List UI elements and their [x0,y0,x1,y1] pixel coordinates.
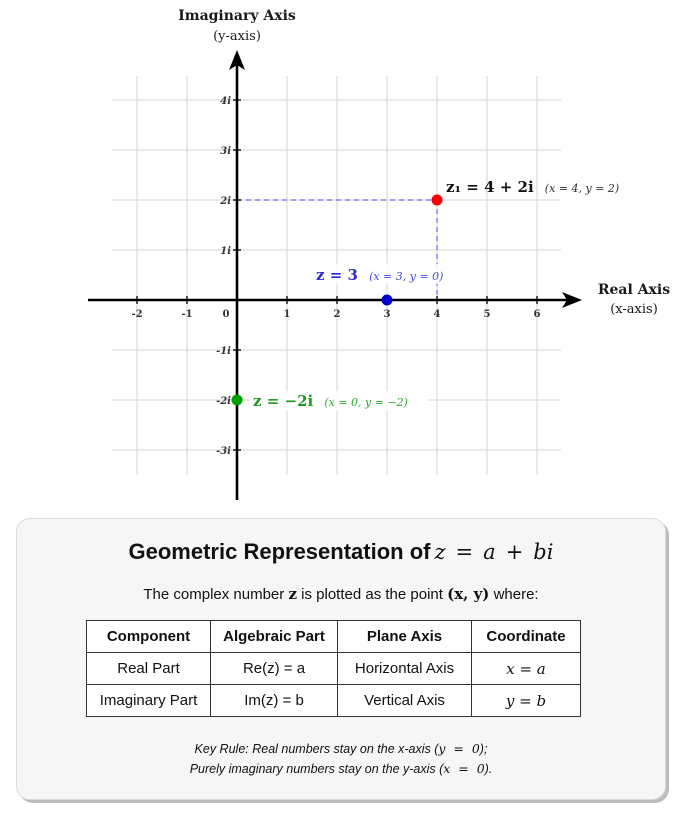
origin-label: 0 [222,309,230,320]
real-axis [88,292,582,308]
y-tick-label: 1i [220,246,231,257]
key-rule-line-2: Purely imaginary numbers stay on the y-axis (x = 0). [189,761,493,776]
card-title-equation: z = a + bi [434,540,554,564]
x-tick-label: 2 [333,309,341,320]
z-imaginary-label: z = −2i (x = 0, y = −2) [253,392,408,410]
table-header: Component [87,621,211,653]
y-tick-label: 2i [220,196,231,207]
table-cell: Real Part [87,653,211,685]
z-real-label: z = 3 (x = 3, y = 0) [316,266,444,284]
y-tick-label: 3i [220,146,231,157]
table-cell: Re(z) = a [211,653,338,685]
x-tick-label: 6 [533,309,541,320]
table-cell: Vertical Axis [338,685,472,717]
y-axis-title: Imaginary Axis [178,8,296,24]
z1-label: z₁ = 4 + 2i (x = 4, y = 2) [446,178,620,196]
card-title [17,539,665,565]
key-rule-line-1: Key Rule: Real numbers stay on the x-axis (y = 0); [194,741,488,756]
card-title-text: Geometric Representation of [128,539,431,564]
x-tick-label: -1 [181,309,193,320]
table-row [87,685,581,717]
table-header: Plane Axis [338,621,472,653]
card-subtitle: The complex number z is plotted as the point (x, y) where: [143,585,539,603]
table-cell: y = b [472,685,581,717]
x-tick-label: 1 [283,309,291,320]
x-tick-label: -2 [131,309,143,320]
point-z-real [382,295,393,306]
components-table [86,620,581,717]
x-axis-title: Real Axis [597,282,671,298]
imaginary-axis [229,50,245,500]
point-z1 [432,195,443,206]
table-cell: Im(z) = b [211,685,338,717]
table-row [87,653,581,685]
y-tick-label: -3i [216,446,231,457]
point-z-imaginary [232,395,243,406]
table-header-row [87,621,581,653]
table-cell: Horizontal Axis [338,653,472,685]
x-tick-label: 5 [483,309,491,320]
x-tick-label: 4 [433,309,441,320]
y-axis-subtitle: (y-axis) [213,29,261,44]
x-axis-subtitle: (x-axis) [610,302,658,317]
table-header: Algebraic Part [211,621,338,653]
y-tick-label: -1i [216,346,231,357]
table-cell: Imaginary Part [87,685,211,717]
y-tick-label: 4i [220,96,231,107]
table-cell: x = a [472,653,581,685]
x-tick-label: 3 [383,309,391,320]
table-header: Coordinate [472,621,581,653]
y-tick-label: -2i [216,396,231,407]
info-card [16,518,666,800]
